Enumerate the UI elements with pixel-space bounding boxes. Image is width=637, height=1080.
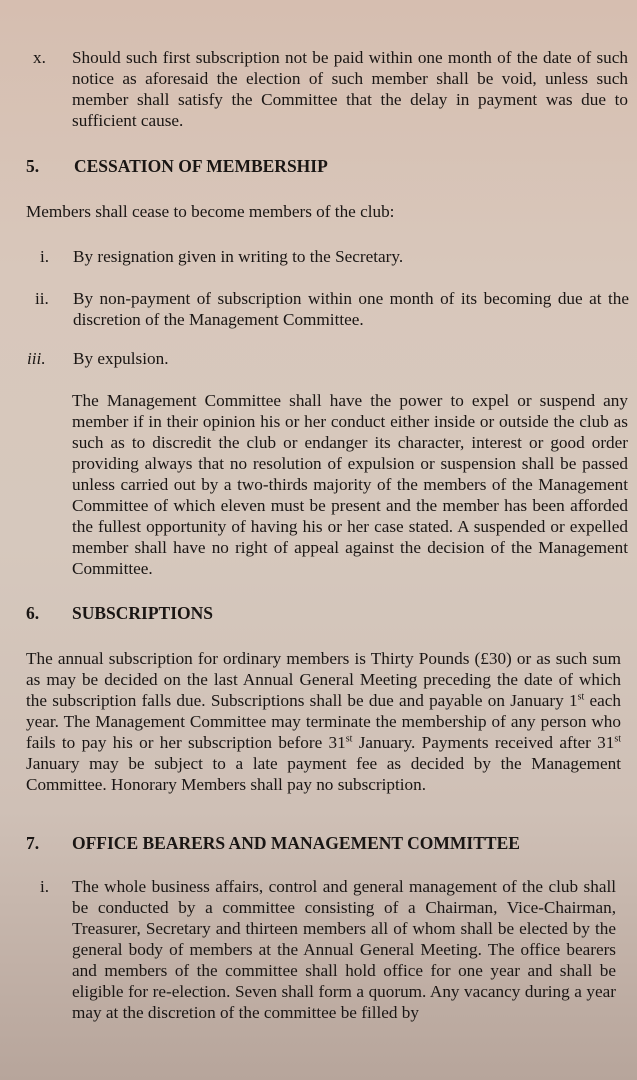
ordinal-suffix: st [577,691,585,703]
section-7-title: OFFICE BEARERS AND MANAGEMENT COMMITTEE [72,833,520,853]
section-6-title: SUBSCRIPTIONS [72,603,214,623]
section-7-number: 7. [26,833,40,853]
section-5-item-3-marker: iii. [27,349,46,368]
ordinal-suffix: st [614,733,621,745]
ordinal-suffix: st [345,733,353,745]
item-x-text: Should such first subscription not be paid within one month of the date of such notice as aforesaid the election of such member shall be void, unless such member shall satisfy the Committee that the delay in payment was due to sufficient cause. [72,48,628,130]
subscriptions-text-3: January. Payments received after 31 [352,733,615,752]
section-5-title: CESSATION OF MEMBERSHIP [74,156,328,176]
section-5-heading [26,156,626,180]
section-7-item-1-text: The whole business affairs, control and general management of the club shall be conducted by a committee consisting of a Chairman, Vice-Chairman, Treasurer, Secretary and thirteen members all of whom shall be elected by the general body of members at the Annual General Meeting. The office bearers and members of the committee shall hold office for one year and shall be eligible for re-election. Seven shall form a quorum. Any vacancy during a year may at the discretion of the committee be filled by [72,877,616,1022]
section-7-item-1-marker: i. [40,877,50,896]
section-7-heading [26,833,626,857]
section-5-item-1-marker: i. [40,247,50,266]
section-6-number: 6. [26,603,40,623]
section-6-heading [26,603,626,627]
section-5-item-3-text: By expulsion. [73,349,169,368]
item-marker-x: x. [33,48,46,67]
section-5-item-2-marker: ii. [35,289,49,308]
subscriptions-paragraph [26,648,621,795]
expulsion-paragraph: The Management Committee shall have the power to expel or suspend any member if in their opinion his or her conduct either inside or outside the club as such as to discredit the club or endanger its character, interest or good order providing always that no resolution of expulsion or suspension shall be passed unless carried out by a two-thirds majority of the members of the Management Committee of which eleven must be present and the member has been afforded the fullest opportunity of having his or her case stated. A suspended or expelled member shall have no right of appeal against the decision of the Management Committee. [72,391,628,578]
section-5-intro: Members shall cease to become members of the club: [26,202,395,221]
subscriptions-text-1: The annual subscription for ordinary members is Thirty Pounds (£30) or as such sum as may be decided on the last Annual General Meeting preceding the date of which the subscription falls due. Subscriptions shall be due and payable on January 1 [26,649,621,710]
section-5-item-2-text: By non-payment of subscription within one month of its becoming due at the discretion of the Management Committee. [73,289,629,329]
subscriptions-text-2: each year. The Management Committee may terminate the membership of any person who fails to pay his or her subscription before 31 [26,691,621,752]
section-5-item-1-text: By resignation given in writing to the Secretary. [73,247,404,266]
section-5-number: 5. [26,156,40,176]
subscriptions-text-4: January may be subject to a late payment fee as decided by the Management Committee. Honorary Members shall pay no subscription. [26,754,621,794]
